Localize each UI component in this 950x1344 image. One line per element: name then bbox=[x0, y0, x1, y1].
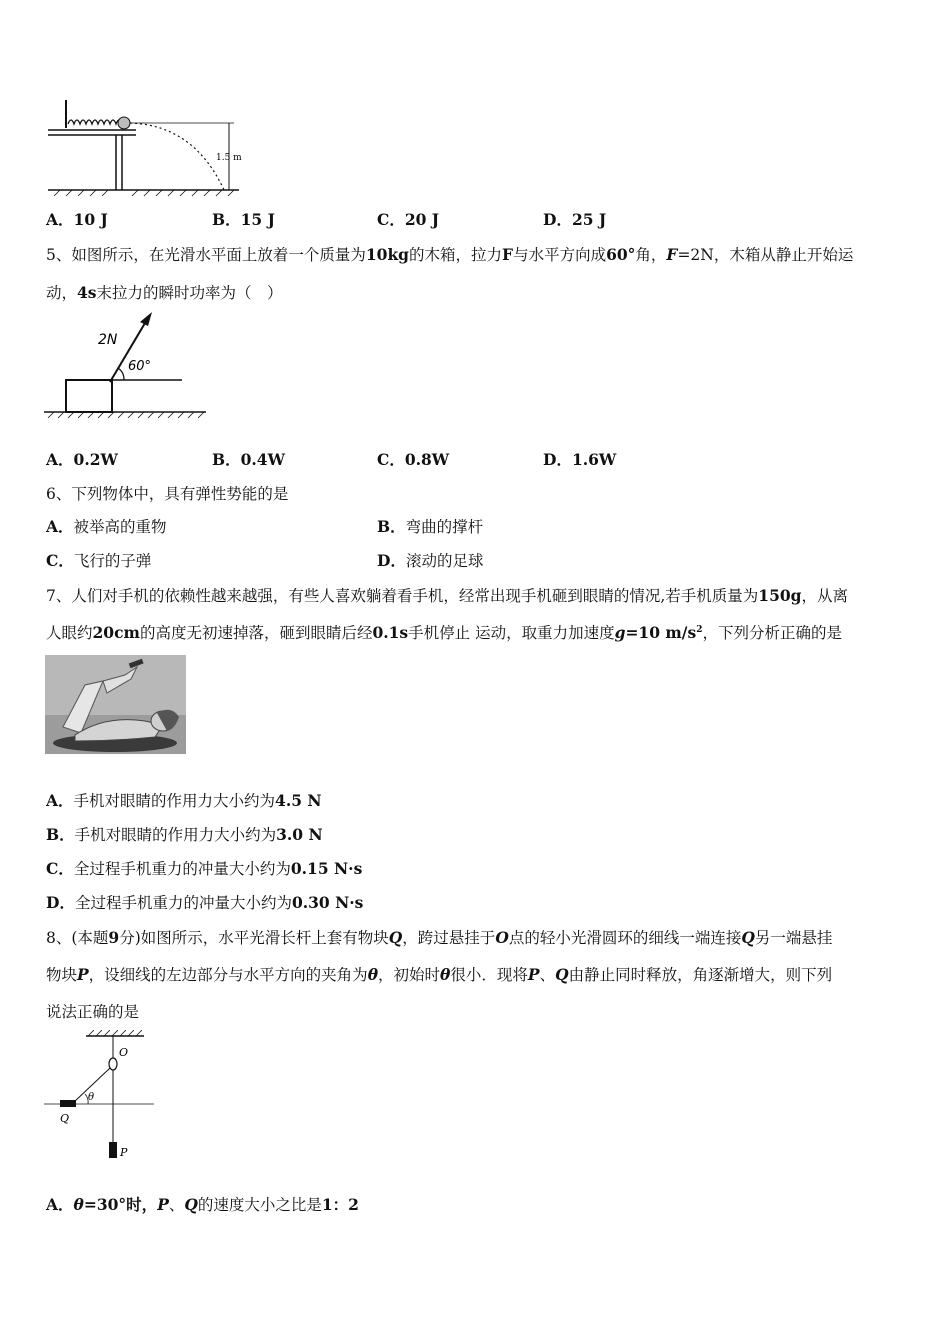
q6-option-d[interactable]: D．滚动的足球 bbox=[377, 551, 484, 570]
q7-option-b[interactable]: B．手机对眼睛的作用力大小约为3.0 N bbox=[46, 825, 323, 844]
q5-option-d[interactable]: D．1.6W bbox=[543, 450, 617, 469]
angle-label: 60° bbox=[128, 359, 152, 374]
q6-option-a[interactable]: A．被举高的重物 bbox=[46, 517, 167, 536]
q4-option-a[interactable]: A．10 J bbox=[46, 210, 108, 229]
q6-stem: 6、下列物体中，具有弹性势能的是 bbox=[46, 485, 289, 503]
q7-stem-line2: 人眼约20cm的高度无初速掉落，砸到眼睛后经0.1s手机停止 运动，取重力加速度g=10 $m/s^2$，下列分析正确的是 bbox=[46, 623, 842, 642]
q6-option-c[interactable]: C．飞行的子弹 bbox=[46, 551, 152, 570]
q5-option-b[interactable]: B．0.4W bbox=[212, 450, 285, 469]
q8-stem-line2: 物块P，设细线的左边部分与水平方向的夹角为θ，初始时θ很小．现将P、Q由静止同时释放，角逐渐增大，则下列 bbox=[46, 965, 833, 984]
block-p-label: P bbox=[120, 1146, 128, 1159]
pulley-figure bbox=[44, 1030, 164, 1160]
q7-option-d[interactable]: D．全过程手机重力的冲量大小约为0.30 N·s bbox=[46, 893, 364, 912]
q4-option-d[interactable]: D．25 J bbox=[543, 210, 607, 229]
wooden-box-figure bbox=[44, 312, 209, 424]
q5-stem-line1: 5、如图所示，在光滑水平面上放着一个质量为10kg的木箱，拉力F与水平方向成60°角，F=2N，木箱从静止开始运 bbox=[46, 245, 854, 264]
q5-option-c[interactable]: C．0.8W bbox=[377, 450, 450, 469]
theta-label: θ bbox=[88, 1092, 95, 1103]
height-label: 1.5 m bbox=[216, 153, 242, 163]
force-label: 2N bbox=[98, 332, 118, 348]
spring-launcher-figure bbox=[44, 100, 254, 198]
point-o-label: O bbox=[119, 1046, 129, 1059]
q5-option-a[interactable]: A．0.2W bbox=[46, 450, 118, 469]
q7-option-a[interactable]: A．手机对眼睛的作用力大小约为4.5 N bbox=[46, 791, 322, 810]
q8-option-a[interactable]: A．θ=30°时，P、Q的速度大小之比是1：2 bbox=[46, 1195, 359, 1214]
q7-stem-line1: 7、人们对手机的依赖性越来越强，有些人喜欢躺着看手机，经常出现手机砸到眼睛的情况,若手机质量为150g，从离 bbox=[46, 586, 849, 605]
q4-option-b[interactable]: B．15 J bbox=[212, 210, 275, 229]
q4-option-c[interactable]: C．20 J bbox=[377, 210, 440, 229]
q5-stem-line2: 动，4s末拉力的瞬时功率为（ ） bbox=[46, 283, 283, 302]
q7-option-c[interactable]: C．全过程手机重力的冲量大小约为0.15 N·s bbox=[46, 859, 363, 878]
q6-option-b[interactable]: B．弯曲的撑杆 bbox=[377, 517, 484, 536]
person-phone-photo bbox=[45, 655, 186, 754]
block-q-label: Q bbox=[60, 1112, 70, 1125]
q8-stem-line3: 说法正确的是 bbox=[46, 1003, 140, 1021]
q8-stem-line1: 8、(本题9分)如图所示，水平光滑长杆上套有物块Q，跨过悬挂于O点的轻小光滑圆环的细线一端连接Q另一端悬挂 bbox=[46, 928, 833, 947]
